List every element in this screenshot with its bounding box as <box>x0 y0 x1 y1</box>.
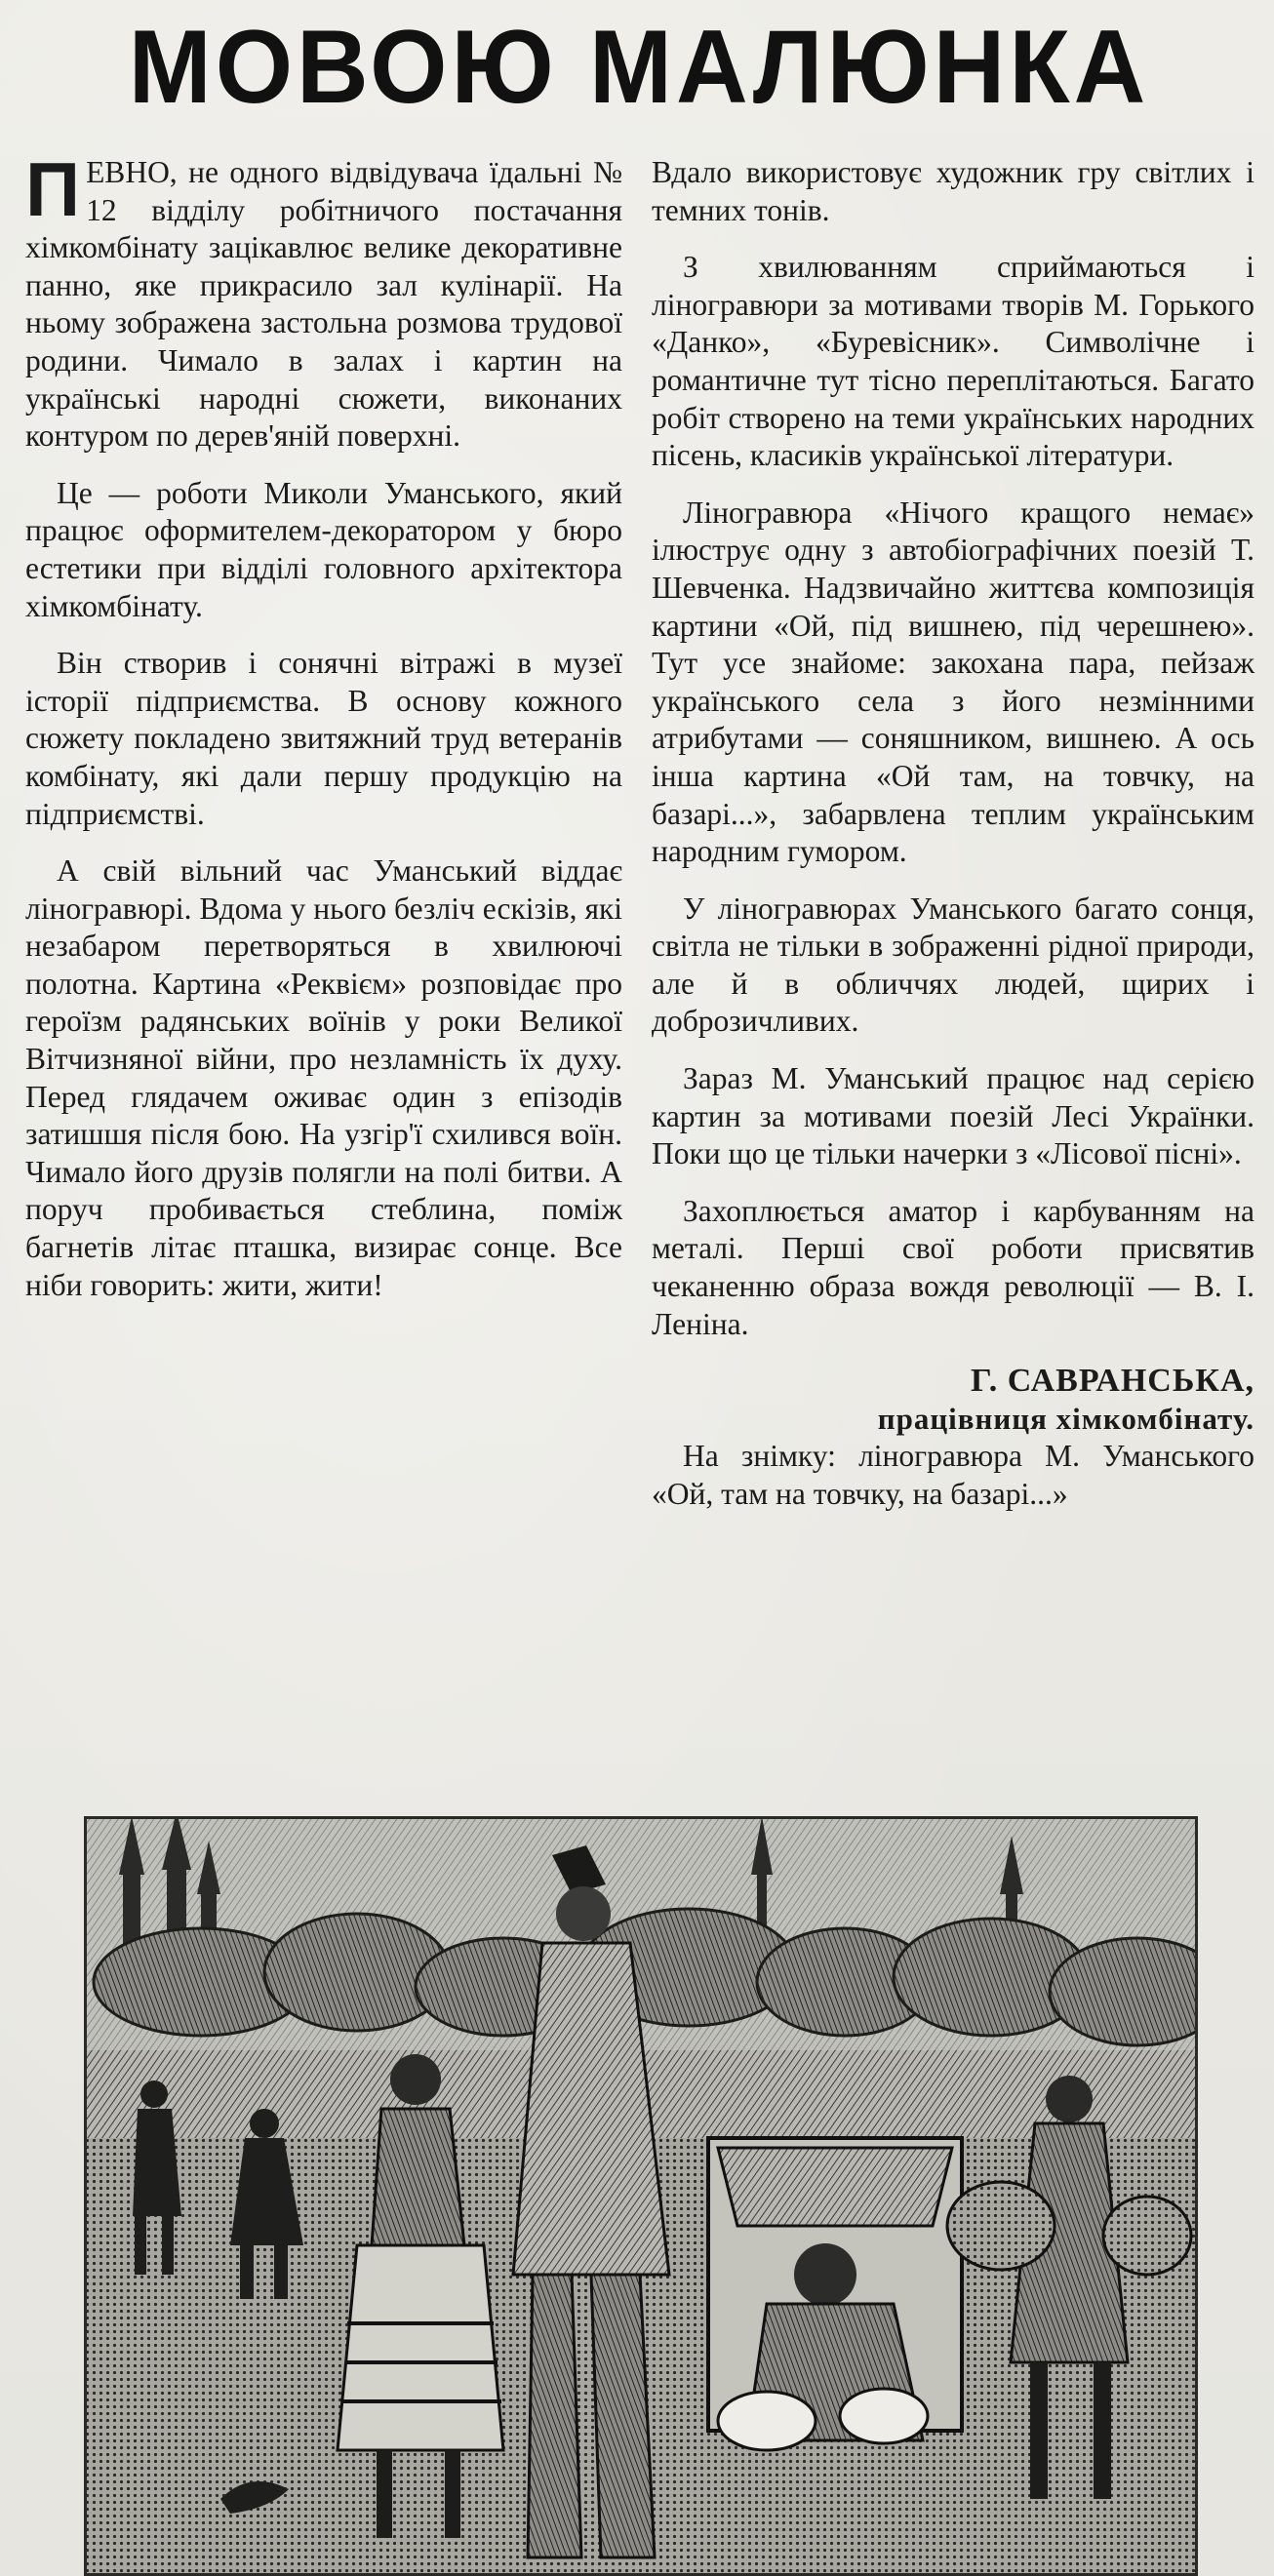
photo-caption: На знімку: ліногравюра М. Уманського «Ой, там на товчку, на базарі...» <box>652 1439 1254 1511</box>
author-signature <box>652 1363 1254 1438</box>
paragraph-lesya: Зараз М. Уманський працює над серією картин за мотивами поезій Лесі Українки. Поки що це тільки начерки з «Лісової пісні». <box>652 1061 1254 1171</box>
paragraph-sun: У ліногравюрах Уманського багато сонця, світла не тільки в зображенні рідної природи, але й в обличчях людей, щирих і доброзичливих. <box>652 891 1254 1039</box>
author-role: працівниця хімкомбінату. <box>877 1401 1254 1436</box>
article-left-column <box>25 146 622 1324</box>
paragraph-gorky: З хвилюванням сприймаються і ліногравюри за мотивами творів М. Горького «Данко», «Буревісник». Символічне і романтичне тут тісно переплітаються. Багато робіт створено на теми українських народних пісень, класиків української літератури. <box>652 250 1254 473</box>
paragraph-intro-text: ЕВНО, не одного відвідувача їдальні № 12 відділу робітничого постачання хімкомбінату зацікавлює велике декоративне панно, яке прикрасило зал кулінарії. На ньому зображена застольна розмова трудової родини. Чимало в залах і картин на українські народні сюжети, виконаних контуром по дерев'яній поверхні. <box>25 155 622 454</box>
paragraph-shevchenko: Ліногравюра «Нічого кращого немає» ілюструє одну з автобіографічних поезій Т. Шевченка. Надзвичайно життєва композиція картини «Ой, під вишнею, під черешнею». Тут усе знайоме: закохана пара, пейзаж українського села з його незмінними атрибутами — соняшником, вишнею. А ось інша картина «Ой там, на товчку, на базарі...», забарвлена теплим українським народним гумором. <box>652 495 1254 869</box>
paragraph-author: Це — роботи Миколи Уманського, який працює оформителем-декоратором у бюро естетики при відділі головного архітектора хімкомбінату. <box>25 475 622 623</box>
paragraph-tones: Вдало використовує художник гру світлих і темних тонів. <box>652 155 1254 227</box>
paragraph-metal: Захоплюється аматор і карбуванням на металі. Перші свої роботи присвятив чеканенню образа вождя революції — В. І. Леніна. <box>652 1193 1254 1341</box>
drop-cap: П <box>25 146 81 232</box>
article-right-column <box>652 154 1254 1533</box>
article-headline: МОВОЮ МАЛЮНКА <box>128 8 1150 125</box>
paragraph-requiem: А свій вільний час Уманський віддає ліногравюрі. Вдома у нього безліч ескізів, які незабаром перетворяться в хвилюючі полотна. Картина «Реквієм» розповідає про героїзм радянських воїнів у роки Великої Вітчизняної війни, про незламність їх духу. Перед глядачем оживає один з епізодів затишшя після бою. На узгір'ї схилився воїн. Чимало його друзів полягли на полі битви. А поруч пробивається стеблина, поміж багнетів літає пташка, визирає сонце. Все ніби говорить: жити, жити! <box>25 853 622 1302</box>
linocut-illustration <box>84 1816 1198 2576</box>
paragraph-intro <box>25 146 622 456</box>
paragraph-vitrages: Він створив і сонячні вітражі в музеї історії підприємства. В основу кожного сюжету покладено звитяжний труд ветеранів комбінату, які дали першу продукцію на підприємстві. <box>25 646 622 831</box>
author-name: Г. САВРАНСЬКА, <box>970 1363 1254 1400</box>
